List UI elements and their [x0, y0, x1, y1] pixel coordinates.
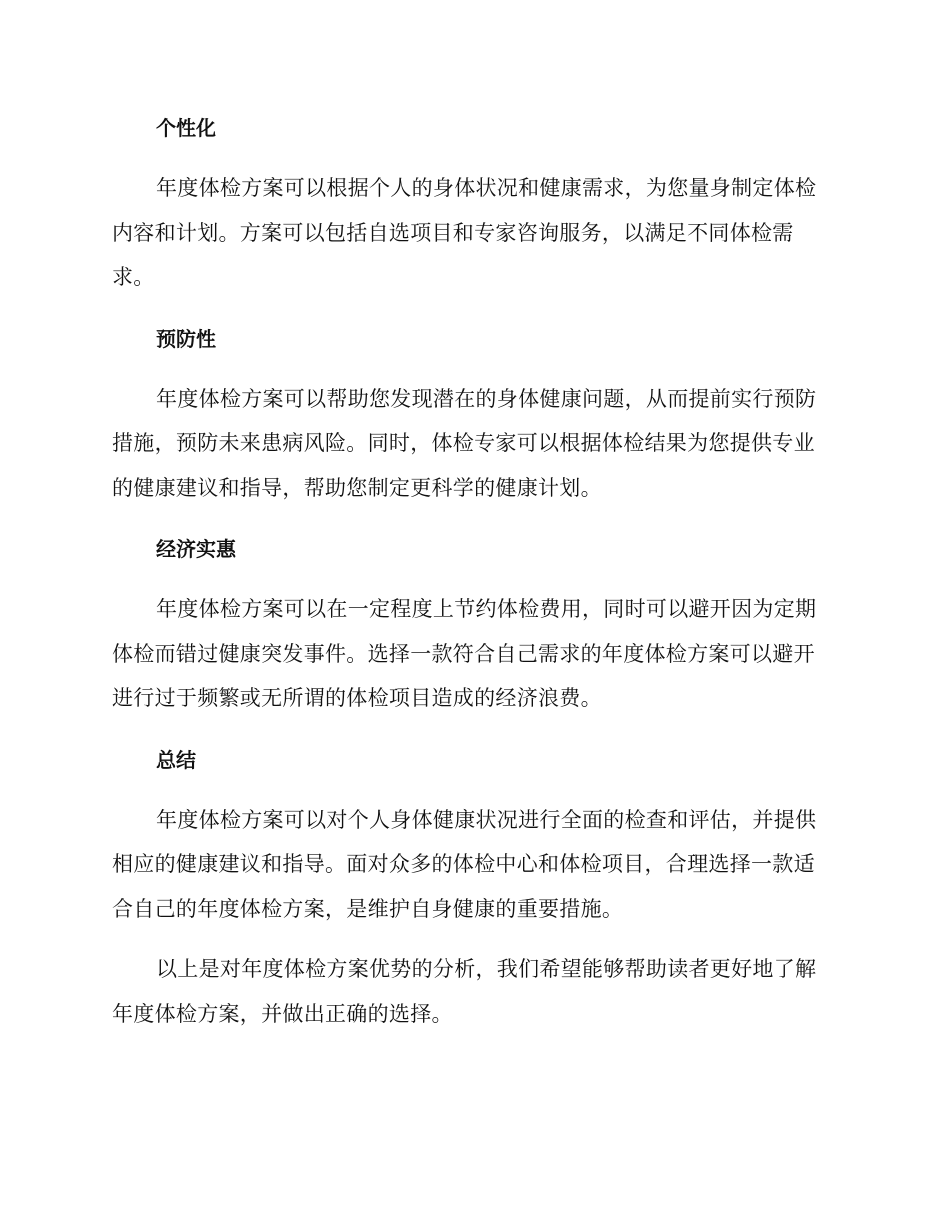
- section-paragraph: 年度体检方案可以根据个人的身体状况和健康需求，为您量身制定体检内容和计划。方案可以包括自选项目和专家咨询服务，以满足不同体检需求。: [112, 176, 817, 289]
- section-paragraph: 年度体检方案可以对个人身体健康状况进行全面的检查和评估，并提供相应的健康建议和指导。面对众多的体检中心和体检项目，合理选择一款适合自己的年度体检方案，是维护自身健康的重要措施。: [112, 807, 817, 921]
- section-economical: [112, 527, 832, 721]
- section-heading: 预防性: [156, 326, 216, 351]
- section-paragraph: 年度体检方案可以在一定程度上节约体检费用，同时可以避开因为定期体检而错过健康突发事件。选择一款符合自己需求的年度体检方案可以避开进行过于频繁或无所谓的体检项目造成的经济浪费。: [112, 597, 817, 710]
- section-preventive: [112, 317, 832, 511]
- section-heading: 经济实惠: [156, 537, 236, 561]
- section-heading: 总结: [156, 747, 196, 772]
- section-personalized: [112, 106, 832, 300]
- section-summary: [112, 738, 832, 932]
- document-page: [112, 106, 832, 1053]
- section-paragraph: 年度体检方案可以帮助您发现潜在的身体健康问题，从而提前实行预防措施，预防未来患病风险。同时，体检专家可以根据体检结果为您提供专业的健康建议和指导，帮助您制定更科学的健康计划。: [112, 386, 817, 500]
- closing-paragraph: 以上是对年度体检方案优势的分析，我们希望能够帮助读者更好地了解年度体检方案，并做出正确的选择。: [112, 957, 817, 1026]
- section-heading: 个性化: [156, 116, 216, 140]
